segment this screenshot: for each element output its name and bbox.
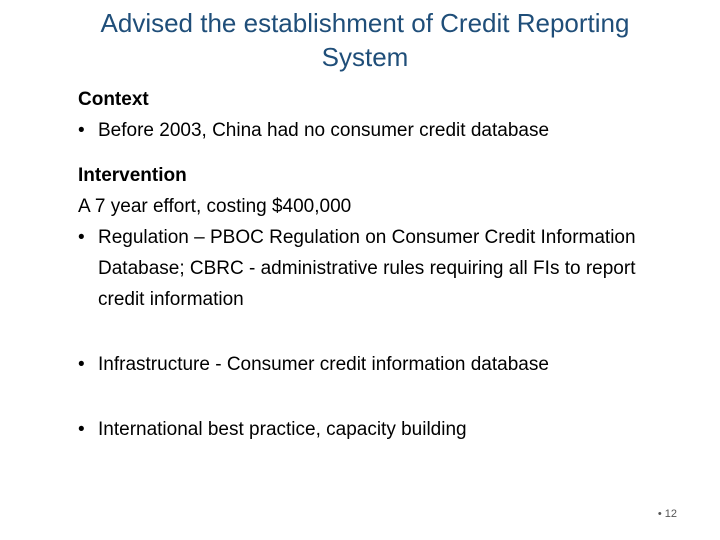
context-bullet [78, 115, 678, 146]
intervention-summary: A 7 year effort, costing $400,000 [78, 196, 352, 217]
infrastructure-bullet [78, 349, 678, 380]
page-number [658, 508, 677, 520]
slide-body [78, 84, 678, 445]
bullet-icon: • [78, 354, 85, 375]
bullet-icon: • [78, 419, 85, 440]
best-practice-bullet-text: International best practice, capacity building [98, 419, 467, 440]
page-number-bullet-icon: • [657, 508, 662, 520]
page-number-value: 12 [664, 508, 677, 520]
slide-title: Advised the establishment of Credit Reporting System [100, 8, 630, 72]
intervention-heading: Intervention [78, 165, 187, 186]
bullet-icon: • [78, 227, 85, 248]
bullet-icon: • [78, 120, 85, 141]
regulation-bullet-text: Regulation – PBOC Regulation on Consumer Credit Information Database; CBRC - administrative rules requiring all FIs to report credit information [98, 227, 636, 310]
context-bullet-text: Before 2003, China had no consumer credit database [98, 120, 550, 141]
best-practice-bullet [78, 414, 678, 445]
context-heading: Context [78, 89, 149, 110]
regulation-bullet [78, 222, 678, 315]
infrastructure-bullet-text: Infrastructure - Consumer credit information database [98, 354, 549, 375]
